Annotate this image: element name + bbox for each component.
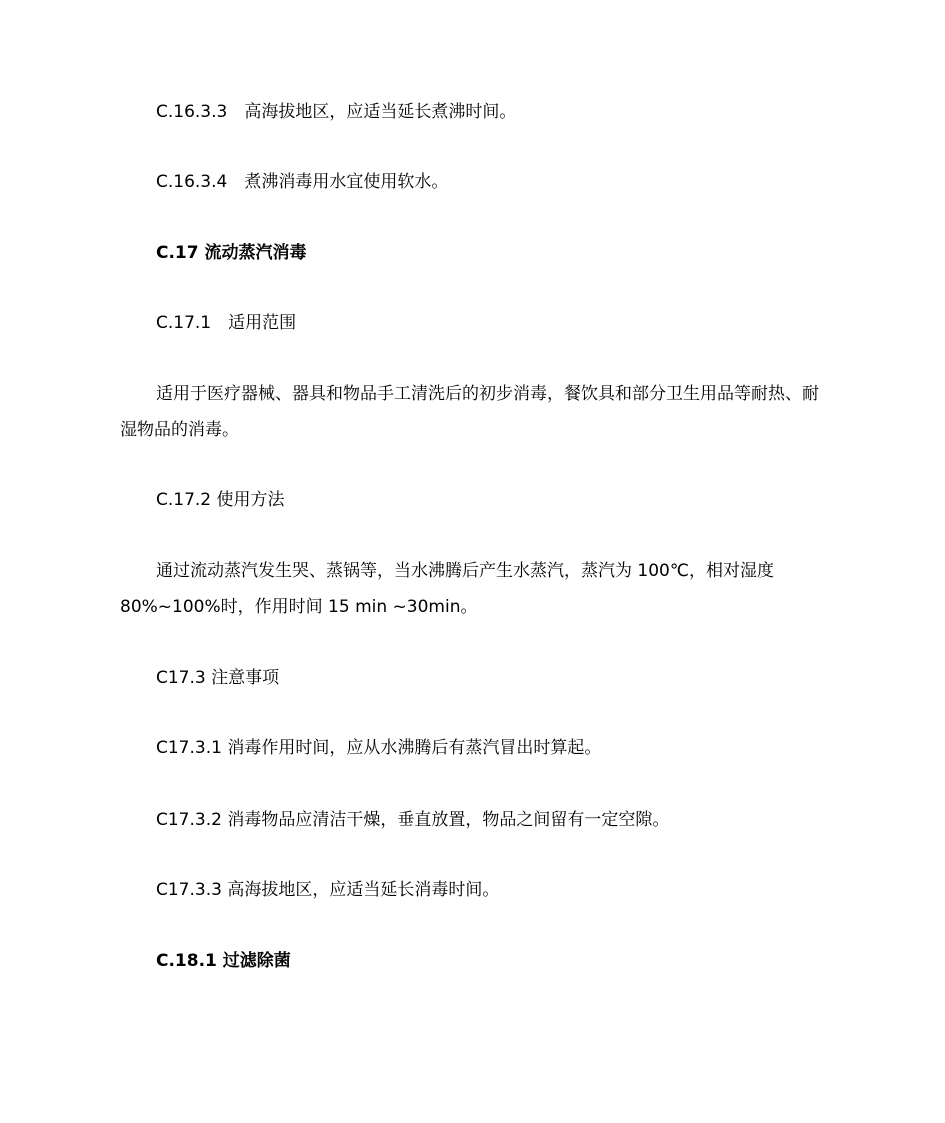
clause-c-16-3-3: C.16.3.3 高海拔地区，应适当延长煮沸时间。: [156, 102, 517, 122]
section-heading-c-17: C.17 流动蒸汽消毒: [156, 243, 307, 263]
clause-c17-3-3: C17.3.3 高海拔地区，应适当延长消毒时间。: [156, 880, 500, 900]
paragraph-method: 通过流动蒸汽发生哭、蒸锅等，当水沸腾后产生水蒸汽，蒸汽为 100℃，相对湿度 80%~100%时，作用时间 15 min ~30min。: [120, 561, 774, 617]
section-heading-c-18-1: C.18.1 过滤除菌: [156, 951, 291, 971]
subsection-heading-c-17-1: C.17.1 适用范围: [156, 313, 297, 333]
clause-c-16-3-4: C.16.3.4 煮沸消毒用水宜使用软水。: [156, 172, 449, 192]
paragraph-scope: 适用于医疗器械、器具和物品手工清洗后的初步消毒，餐饮具和部分卫生用品等耐热、耐湿物品的消毒。: [120, 384, 819, 440]
clause-c17-3-1: C17.3.1 消毒作用时间，应从水沸腾后有蒸汽冒出时算起。: [156, 738, 602, 758]
subsection-heading-c17-3: C17.3 注意事项: [156, 668, 280, 688]
clause-c17-3-2: C17.3.2 消毒物品应清洁干燥，垂直放置，物品之间留有一定空隙。: [156, 810, 670, 830]
subsection-heading-c-17-2: C.17.2 使用方法: [156, 490, 285, 510]
